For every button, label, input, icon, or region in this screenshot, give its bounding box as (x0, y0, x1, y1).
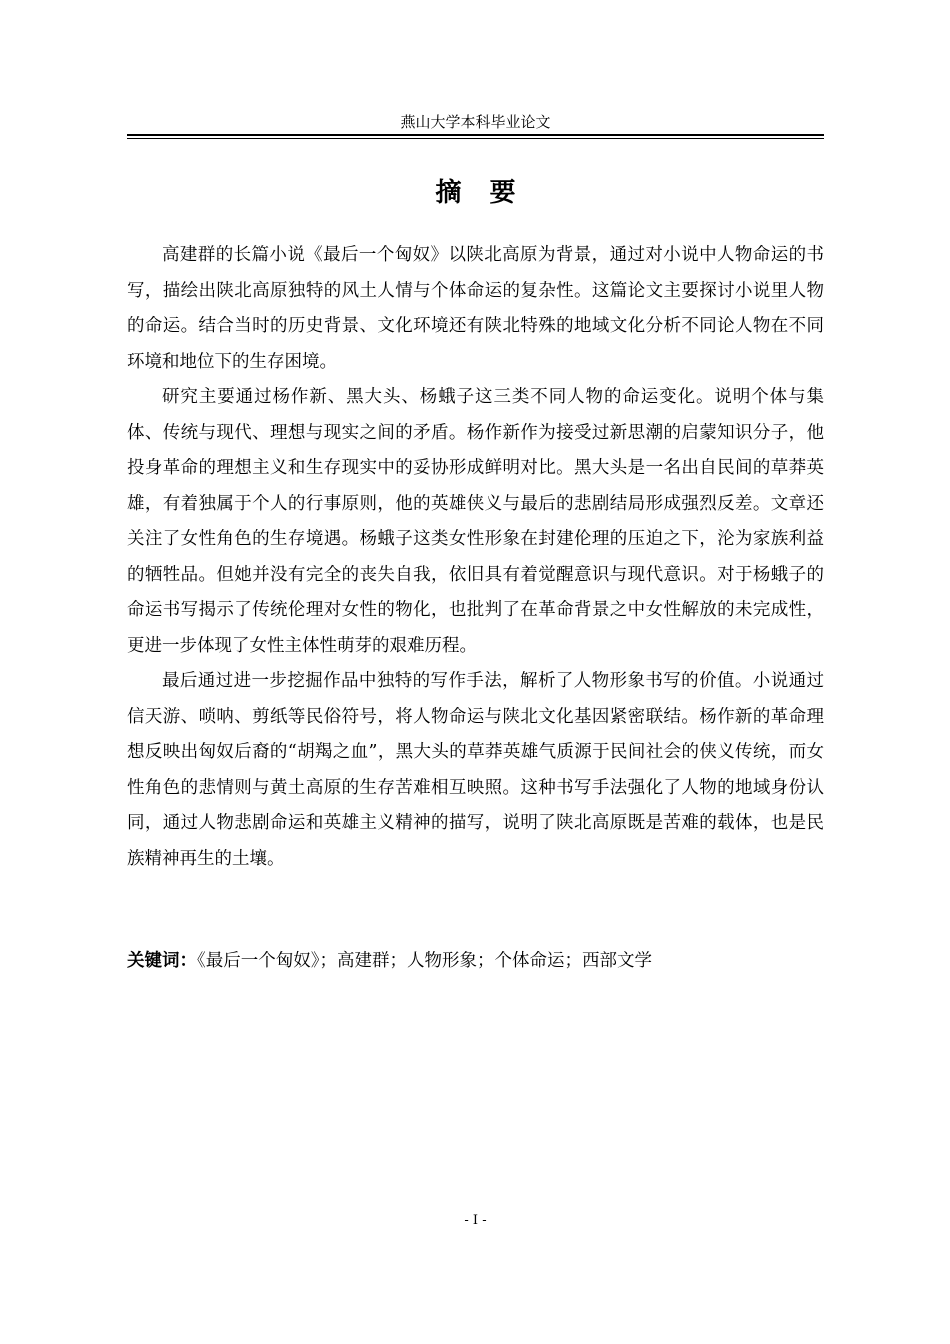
abstract-paragraph-1: 高建群的长篇小说《最后一个匈奴》以陕北高原为背景，通过对小说中人物命运的书写，描绘出陕北高原独特的风土人情与个体命运的复杂性。这篇论文主要探讨小说里人物的命运。结合当时的历史背景、文化环境还有陕北特殊的地域文化分析不同论人物在不同环境和地位下的生存困境。 (127, 245, 824, 372)
header-rule-thick (127, 134, 824, 136)
header-rule-thin (127, 138, 824, 139)
abstract-paragraph-3: 最后通过进一步挖掘作品中独特的写作手法，解析了人物形象书写的价值。小说通过信天游、唢呐、剪纸等民俗符号，将人物命运与陕北文化基因紧密联结。杨作新的革命理想反映出匈奴后裔的“胡羯之血”，黑大头的草莽英雄气质源于民间社会的侠义传统，而女性角色的悲情则与黄土高原的生存苦难相互映照。这种书写手法强化了人物的地域身份认同，通过人物悲剧命运和英雄主义精神的描写，说明了陕北高原既是苦难的载体，也是民族精神再生的土壤。 (127, 671, 824, 869)
running-header: 燕山大学本科毕业论文 (400, 113, 551, 131)
abstract-body (127, 238, 824, 877)
abstract-title: 摘要 (435, 178, 544, 208)
page-number: - I - (464, 1213, 487, 1228)
keywords-label: 关键词： (127, 951, 197, 971)
keywords-text: 《最后一个匈奴》；高建群；人物形象；个体命运；西部文学 (197, 951, 652, 971)
keywords-line (127, 946, 824, 976)
abstract-paragraph-2: 研究主要通过杨作新、黑大头、杨蛾子这三类不同人物的命运变化。说明个体与集体、传统与现代、理想与现实之间的矛盾。杨作新作为接受过新思潮的启蒙知识分子，他投身革命的理想主义和生存现实中的妥协形成鲜明对比。黑大头是一名出自民间的草莽英雄，有着独属于个人的行事原则，他的英雄侠义与最后的悲剧结局形成强烈反差。文章还关注了女性角色的生存境遇。杨蛾子这类女性形象在封建伦理的压迫之下，沦为家族利益的牺牲品。但她并没有完全的丧失自我，依旧具有着觉醒意识与现代意识。对于杨蛾子的命运书写揭示了传统伦理对女性的物化，也批判了在革命背景之中女性解放的未完成性，更进一步体现了女性主体性萌芽的艰难历程。 (127, 387, 824, 656)
